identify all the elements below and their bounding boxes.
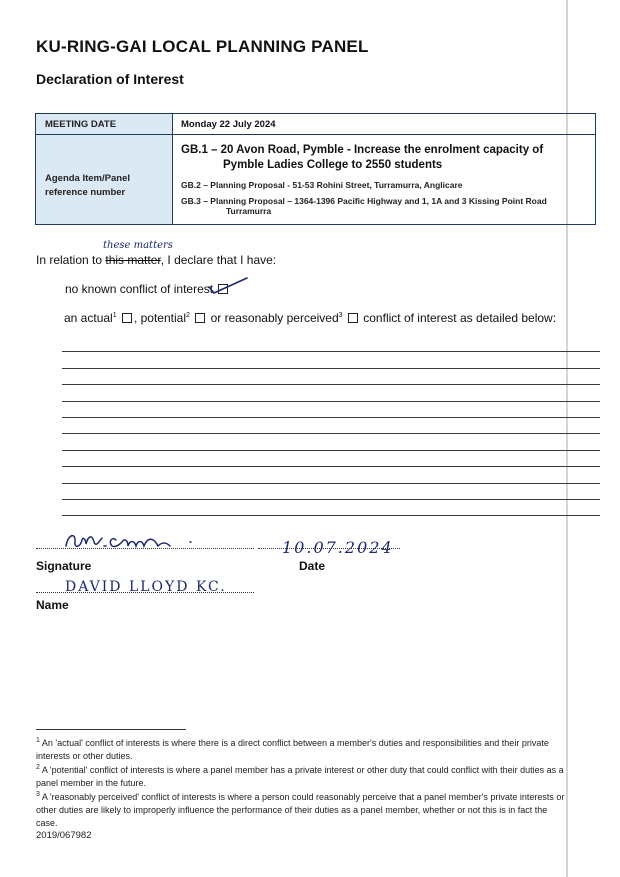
date-line[interactable] [258,548,400,549]
page-subtitle: Declaration of Interest [36,71,184,87]
signature-icon [62,526,214,556]
potential-checkbox-icon[interactable] [195,313,205,323]
meeting-date-row [36,114,596,135]
actual-text: an actual [64,311,113,325]
handwritten-date: 10.07.2024 [282,538,394,557]
writing-line[interactable] [62,336,600,352]
perceived-text: or reasonably perceived [207,311,339,325]
agenda-main-line1: GB.1 – 20 Avon Road, Pymble - Increase the enrolment capacity of [181,144,544,156]
details-writing-lines [62,336,600,516]
details-table [35,113,596,225]
writing-line[interactable] [62,369,600,385]
footnote-3: $^3$ A 'reasonably perceived' conflict of interests is where a person could reasonably perceive that a panel member's private interests or other duties are likely to improperly influence the performance of their duties as a panel member, whether or not this is in fact the case. [36,791,565,828]
as-detailed-text: conflict of interest as detailed below: [359,311,557,325]
meeting-date-label-cell [36,114,173,135]
writing-line[interactable] [62,500,600,516]
writing-line[interactable] [62,402,600,418]
writing-line[interactable] [62,451,600,467]
writing-line[interactable] [62,484,600,500]
conflict-type-options [64,311,556,325]
writing-line[interactable] [62,418,600,434]
footnote-1: $^1$ An 'actual' conflict of interests is where there is a direct conflict between a member's duties and responsibilities and their private interests or other duties. [36,737,549,761]
footnote-mark-2: 2 [186,312,190,319]
agenda-item3-line2: Turramurra [226,206,272,216]
agenda-label [36,135,172,200]
relation-suffix: , I declare that I have: [160,253,277,267]
meeting-date-value-cell [173,114,596,135]
agenda-item3-line1: GB.3 – Planning Proposal – 1364-1396 Pacific Highway and 1, 1A and 3 Kissing Point Road [181,196,547,206]
tick-mark-icon [207,276,249,296]
no-conflict-option [65,282,230,296]
page-title: KU-RING-GAI LOCAL PLANNING PANEL [36,37,369,56]
agenda-label-line1: Agenda Item/Panel [45,173,130,184]
agenda-item-2: GB.2 – Planning Proposal - 51-53 Rohini Street, Turramurra, Anglicare [181,180,463,190]
writing-line[interactable] [62,467,600,483]
actual-checkbox-icon[interactable] [122,313,132,323]
footnote-mark-3: 3 [338,312,343,319]
agenda-value-cell [173,135,596,225]
signature-label: Signature [36,559,92,573]
footnotes [36,735,566,843]
name-line[interactable] [36,592,254,593]
meeting-date-value: Monday 22 July 2024 [181,119,276,130]
agenda-label-line2: reference number [45,187,126,198]
date-label: Date [299,559,326,573]
relation-prefix: In relation to [36,253,106,267]
footnote-rule [36,729,186,730]
agenda-label-cell [36,135,173,225]
agenda-item-3 [173,190,595,224]
potential-text: , potential [133,311,186,325]
name-label: Name [36,598,69,612]
writing-line[interactable] [62,352,600,368]
meeting-date-label: MEETING DATE [45,119,117,130]
document-reference: 2019/067982 [36,830,92,842]
footnote-mark-1: 1 [112,312,117,319]
agenda-item-main [173,135,595,173]
writing-line[interactable] [62,434,600,450]
relation-statement [36,253,276,267]
signature-line[interactable] [36,548,254,549]
no-conflict-text: no known conflict of interest [65,282,214,296]
handwritten-insert: these matters [103,240,173,251]
perceived-checkbox-icon[interactable] [348,313,358,323]
relation-struck-text: this matter [105,253,161,267]
handwritten-name: DAVID LLOYD KC. [65,579,227,595]
footnote-2: $^2$ A 'potential' conflict of interests is where a panel member has a private interest or other duty that could conflict with their duties as a panel member in the future. [36,764,564,788]
agenda-row [36,135,596,225]
agenda-main-line2: Pymble Ladies College to 2550 students [223,159,443,171]
writing-line[interactable] [62,385,600,401]
